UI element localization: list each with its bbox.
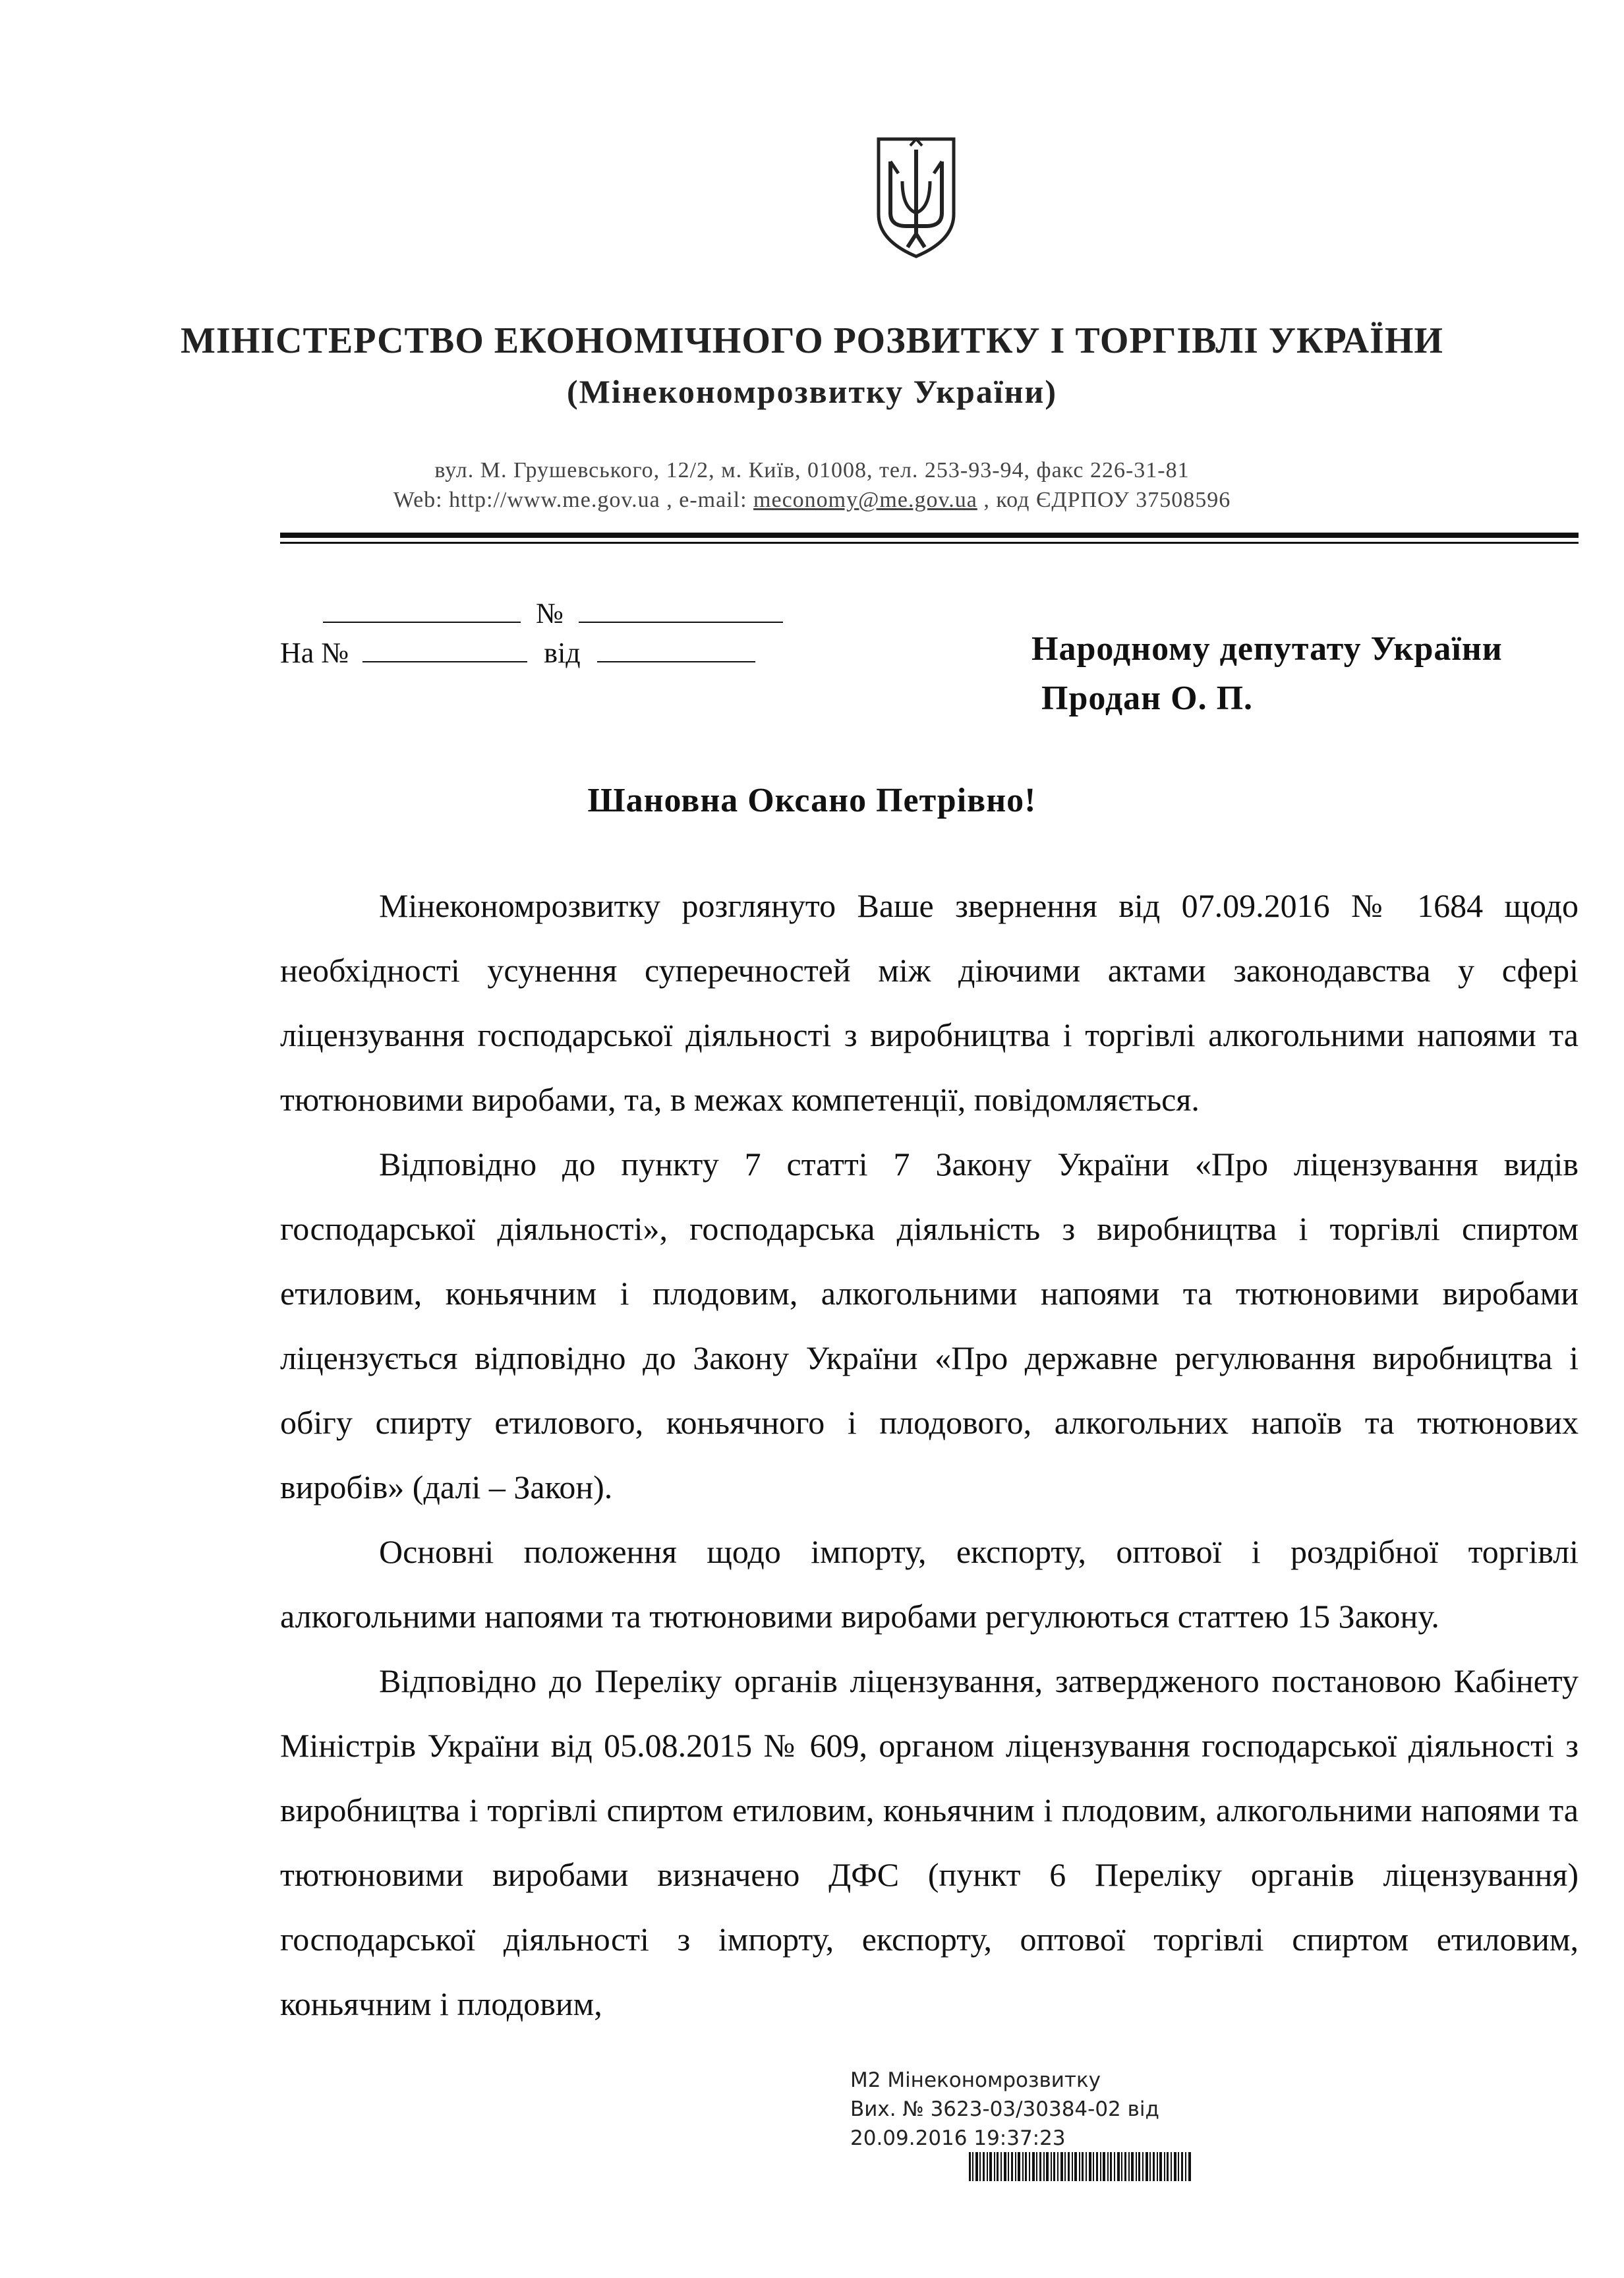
paragraph: Мінекономрозвитку розглянуто Ваше звернення від 07.09.2016 № 1684 щодо необхідності усунення суперечностей між діючими актами законодавства у сфері ліцензування господарської діяльності з виробництва і торгівлі алкогольними напоями та тютюновими виробами, та, в межах компетенції, повідомляється.: [280, 887, 1579, 1118]
barcode-icon: [969, 2152, 1193, 2181]
salutation: Шановна Оксано Петрівно!: [587, 782, 1037, 819]
stamp-line-3: 20.09.2016 19:37:23: [850, 2126, 1066, 2150]
web-label: Web: http://www.me.gov.ua , e-mail:: [393, 488, 754, 512]
addressee-title: Народному депутату України: [1031, 630, 1503, 668]
incoming-date-label: від: [544, 637, 581, 669]
ministry-address: вул. М. Грушевського, 12/2, м. Київ, 01008, тел. 253-93-94, факс 226-31-81: [434, 458, 1190, 482]
ministry-short-name: (Мінекономрозвитку України): [566, 373, 1058, 410]
paragraph: Відповідно до пункту 7 статті 7 Закону України «Про ліцензування видів господарської діяльності», господарська діяльність з виробництва і торгівлі спиртом етиловим, коньячним і плодовим, алкогольними напоями та тютюновими виробами ліцензується відповідно до Закону України «Про державне регулювання виробництва і обігу спирту етилового, коньячного і плодового, алкогольних напоїв та тютюнових виробів» (далі – Закон).: [280, 1146, 1579, 1505]
outgoing-date-blank: [323, 598, 521, 623]
paragraph: Відповідно до Переліку органів ліцензування, затвердженого постановою Кабінету Міністрів України від 05.08.2015 № 609, органом ліцензування господарської діяльності з виробництва і торгівлі спиртом етиловим, коньячним і плодовим, алкогольними напоями та тютюновими виробами визначено ДФС (пункт 6 Переліку органів ліцензування) господарської діяльності з імпорту, експорту, оптової торгівлі спиртом етиловим, коньячним і плодовим,: [280, 1662, 1579, 2022]
letter-body: [280, 873, 1579, 2036]
incoming-number-label: На №: [280, 637, 349, 669]
email-link[interactable]: meconomy@me.gov.ua: [753, 488, 977, 512]
incoming-number-blank: [362, 637, 527, 662]
outgoing-number-label: №: [536, 597, 564, 629]
incoming-date-blank: [597, 637, 755, 662]
outgoing-number-blank: [579, 598, 783, 623]
stamp-line-2: Вих. № 3623-03/30384-02 від: [850, 2097, 1159, 2121]
header-divider-thin: [280, 542, 1579, 544]
registration-stamp: [837, 2063, 1272, 2267]
registration-incoming: [280, 636, 755, 670]
paragraph: Основні положення щодо імпорту, експорту, оптової і роздрібної торгівлі алкогольними напоями та тютюновими виробами регулюються статтею 15 Закону.: [280, 1533, 1579, 1635]
coat-of-arms-icon: [873, 135, 959, 260]
edrpou-code: , код ЄДРПОУ 37508596: [977, 488, 1231, 512]
ministry-name: МІНІСТЕРСТВО ЕКОНОМІЧНОГО РОЗВИТКУ І ТОРГІВЛІ УКРАЇНИ: [181, 320, 1443, 361]
header-divider-thick: [280, 533, 1579, 538]
ministry-contacts: [0, 488, 1624, 513]
addressee-name: Продан О. П.: [1041, 680, 1254, 717]
registration-outgoing: [323, 597, 783, 630]
stamp-line-1: М2 Мінекономрозвитку: [850, 2068, 1101, 2092]
